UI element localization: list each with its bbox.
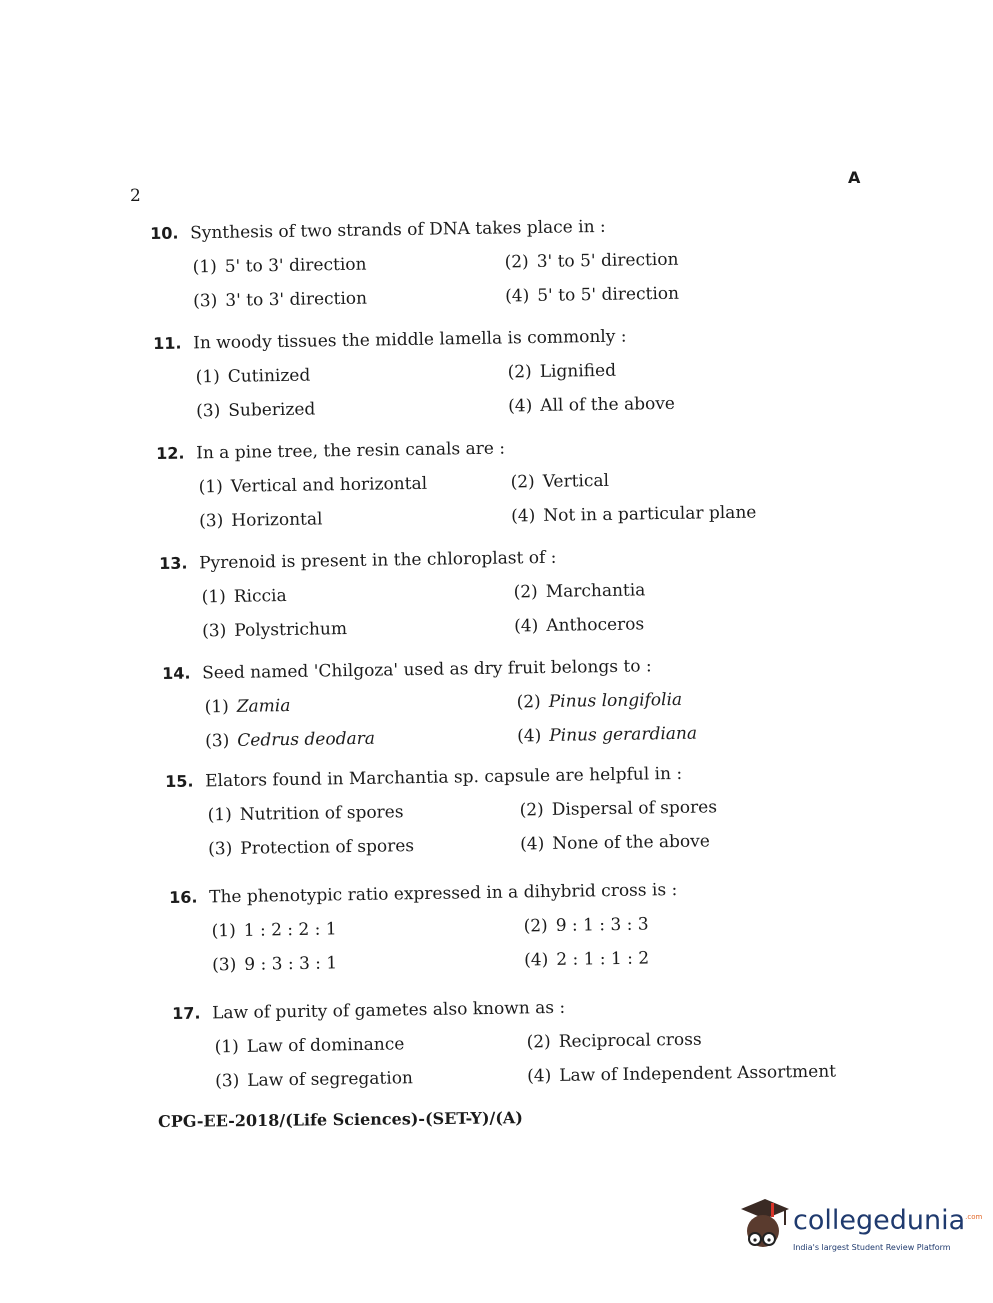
- question-text: In a pine tree, the resin canals are :: [195, 438, 506, 464]
- option-2: (2) 3' to 5' direction: [504, 249, 679, 273]
- option-4: (4) Anthoceros: [514, 614, 645, 637]
- collegedunia-logo[interactable]: [735, 1195, 983, 1265]
- option-2: (2) Reciprocal cross: [526, 1029, 702, 1053]
- option-2: (2) Marchantia: [513, 580, 646, 603]
- exam-code-footer: CPG-EE-2018/(Life Sciences)-(SET-Y)/(A): [158, 1108, 523, 1131]
- question-16: [169, 877, 851, 990]
- option-1: (1) Zamia: [204, 695, 291, 718]
- question-13: [159, 543, 841, 656]
- question-text: Synthesis of two strands of DNA takes place in :: [189, 216, 606, 244]
- option-2: (2) Vertical: [510, 470, 610, 493]
- option-1: (1) Law of dominance: [214, 1034, 405, 1058]
- question-text: Seed named 'Chilgoza' used as dry fruit belongs to :: [201, 656, 652, 684]
- question-10: [150, 213, 832, 326]
- question-number: 17.: [172, 1003, 201, 1023]
- option-4: (4) Pinus gerardiana: [517, 723, 698, 747]
- logo-tagline: India's largest Student Review Platform: [793, 1243, 951, 1252]
- option-3: (3) Law of segregation: [215, 1068, 414, 1092]
- question-11: [153, 323, 835, 436]
- question-12: [156, 433, 838, 546]
- option-3: (3) Cedrus deodara: [205, 728, 376, 752]
- option-1: (1) 1 : 2 : 2 : 1: [211, 919, 337, 942]
- question-14: [162, 653, 844, 766]
- question-number: 14.: [162, 663, 191, 683]
- student-mascot-icon: [735, 1195, 791, 1259]
- question-15: [165, 761, 847, 874]
- question-number: 13.: [159, 553, 188, 573]
- logo-domain: .com: [965, 1213, 983, 1221]
- option-1: (1) Riccia: [201, 586, 287, 608]
- option-3: (3) Protection of spores: [208, 836, 415, 860]
- option-1: (1) 5' to 3' direction: [192, 254, 367, 278]
- option-2: (2) Dispersal of spores: [519, 797, 718, 821]
- question-number: 12.: [156, 443, 185, 463]
- question-text: Law of purity of gametes also known as :: [211, 997, 566, 1024]
- question-text: The phenotypic ratio expressed in a dihybrid cross is :: [208, 880, 678, 908]
- option-2: (2) Lignified: [507, 360, 617, 383]
- option-4: (4) 2 : 1 : 1 : 2: [524, 948, 650, 971]
- option-4: (4) Not in a particular plane: [511, 502, 757, 527]
- question-17: [172, 993, 854, 1106]
- option-1: (1) Vertical and horizontal: [198, 473, 428, 498]
- question-number: 15.: [165, 771, 194, 791]
- option-3: (3) Horizontal: [199, 509, 323, 532]
- question-text: In woody tissues the middle lamella is commonly :: [192, 326, 627, 354]
- option-2: (2) Pinus longifolia: [516, 689, 683, 713]
- set-label: A: [848, 168, 861, 187]
- option-3: (3) Polystrichum: [202, 619, 348, 642]
- option-3: (3) 9 : 3 : 3 : 1: [212, 953, 338, 976]
- option-2: (2) 9 : 1 : 3 : 3: [523, 914, 649, 937]
- option-4: (4) 5' to 5' direction: [505, 283, 680, 307]
- question-number: 16.: [169, 887, 198, 907]
- logo-name: collegedunia: [793, 1205, 966, 1236]
- option-4: (4) Law of Independent Assortment: [527, 1061, 837, 1087]
- option-1: (1) Cutinized: [195, 365, 311, 388]
- option-1: (1) Nutrition of spores: [207, 802, 404, 826]
- option-4: (4) All of the above: [508, 393, 676, 417]
- question-text: Pyrenoid is present in the chloroplast of :: [198, 547, 557, 574]
- option-4: (4) None of the above: [520, 831, 711, 855]
- question-number: 10.: [150, 223, 179, 243]
- option-3: (3) 3' to 3' direction: [193, 288, 368, 312]
- option-3: (3) Suberized: [196, 399, 316, 422]
- page-number: 2: [130, 186, 141, 206]
- question-number: 11.: [153, 333, 182, 353]
- question-text: Elators found in Marchantia sp. capsule are helpful in :: [204, 763, 683, 792]
